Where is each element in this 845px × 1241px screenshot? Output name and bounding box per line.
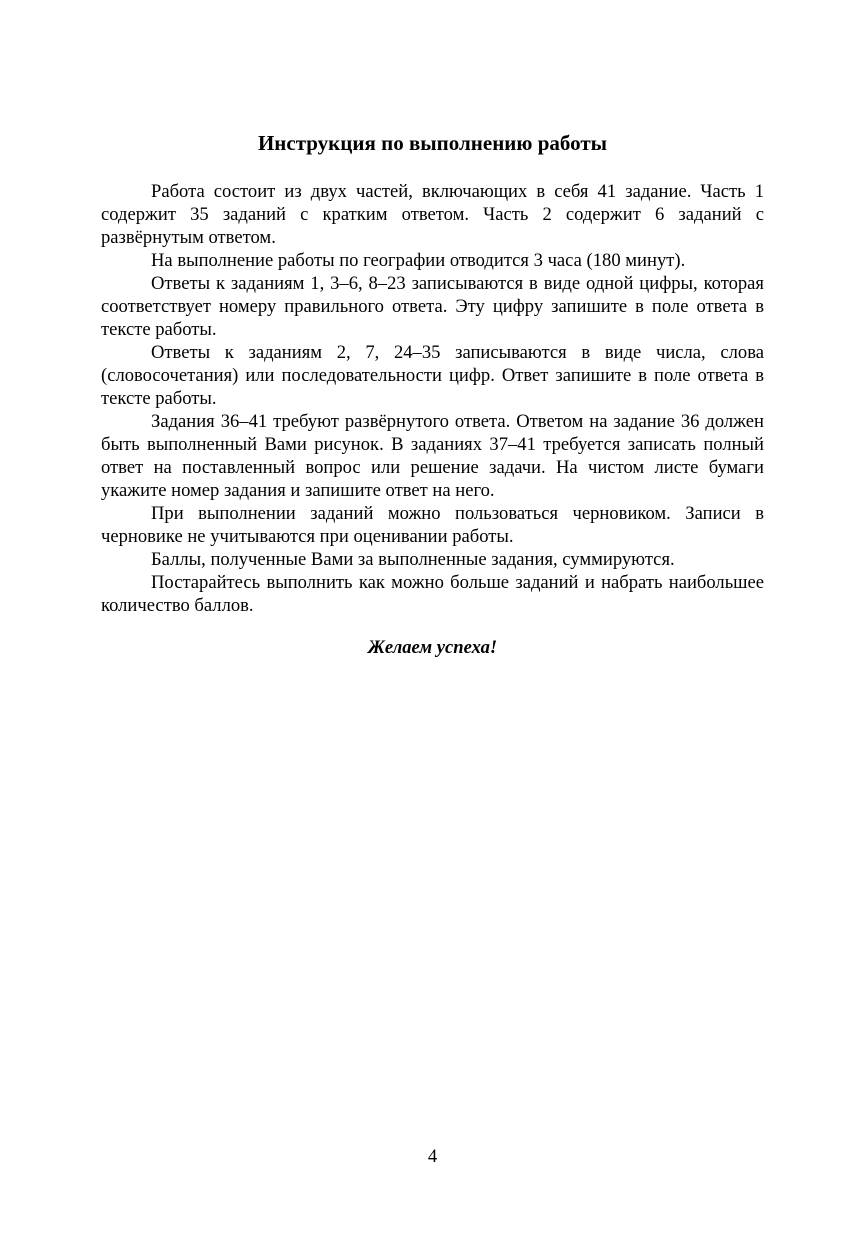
page-number: 4	[427, 1146, 438, 1167]
page-title: Инструкция по выполнению работы	[257, 131, 608, 155]
paragraph-draft-usage: При выполнении заданий можно пользоваться черновиком. Записи в черновике не учитываются при оценивании работы.	[101, 503, 764, 547]
paragraph-single-digit-answers: Ответы к заданиям 1, 3–6, 8–23 записываются в виде одной цифры, которая соответствует номеру правильного ответа. Эту цифру запишите в поле ответа в тексте работы.	[101, 273, 764, 340]
instructions-body	[101, 180, 764, 617]
paragraph-short-answers: Ответы к заданиям 2, 7, 24–35 записываются в виде числа, слова (словосочетания) или последовательности цифр. Ответ запишите в поле ответа в тексте работы.	[101, 342, 764, 409]
paragraph-scoring: Баллы, полученные Вами за выполненные задания, суммируются.	[151, 549, 675, 570]
paragraph-structure: Работа состоит из двух частей, включающих в себя 41 задание. Часть 1 содержит 35 заданий с кратким ответом. Часть 2 содержит 6 заданий с развёрнутым ответом.	[101, 181, 764, 248]
closing-wish: Желаем успеха!	[367, 637, 498, 658]
paragraph-extended-answers: Задания 36–41 требуют развёрнутого ответа. Ответом на задание 36 должен быть выполненный Вами рисунок. В заданиях 37–41 требуется записать полный ответ на поставленный вопрос или решение задачи. На чистом листе бумаги укажите номер задания и запишите ответ на него.	[101, 411, 764, 501]
paragraph-time-limit: На выполнение работы по географии отводится 3 часа (180 минут).	[151, 250, 686, 271]
paragraph-encouragement: Постарайтесь выполнить как можно больше заданий и набрать наибольшее количество баллов.	[101, 572, 764, 616]
